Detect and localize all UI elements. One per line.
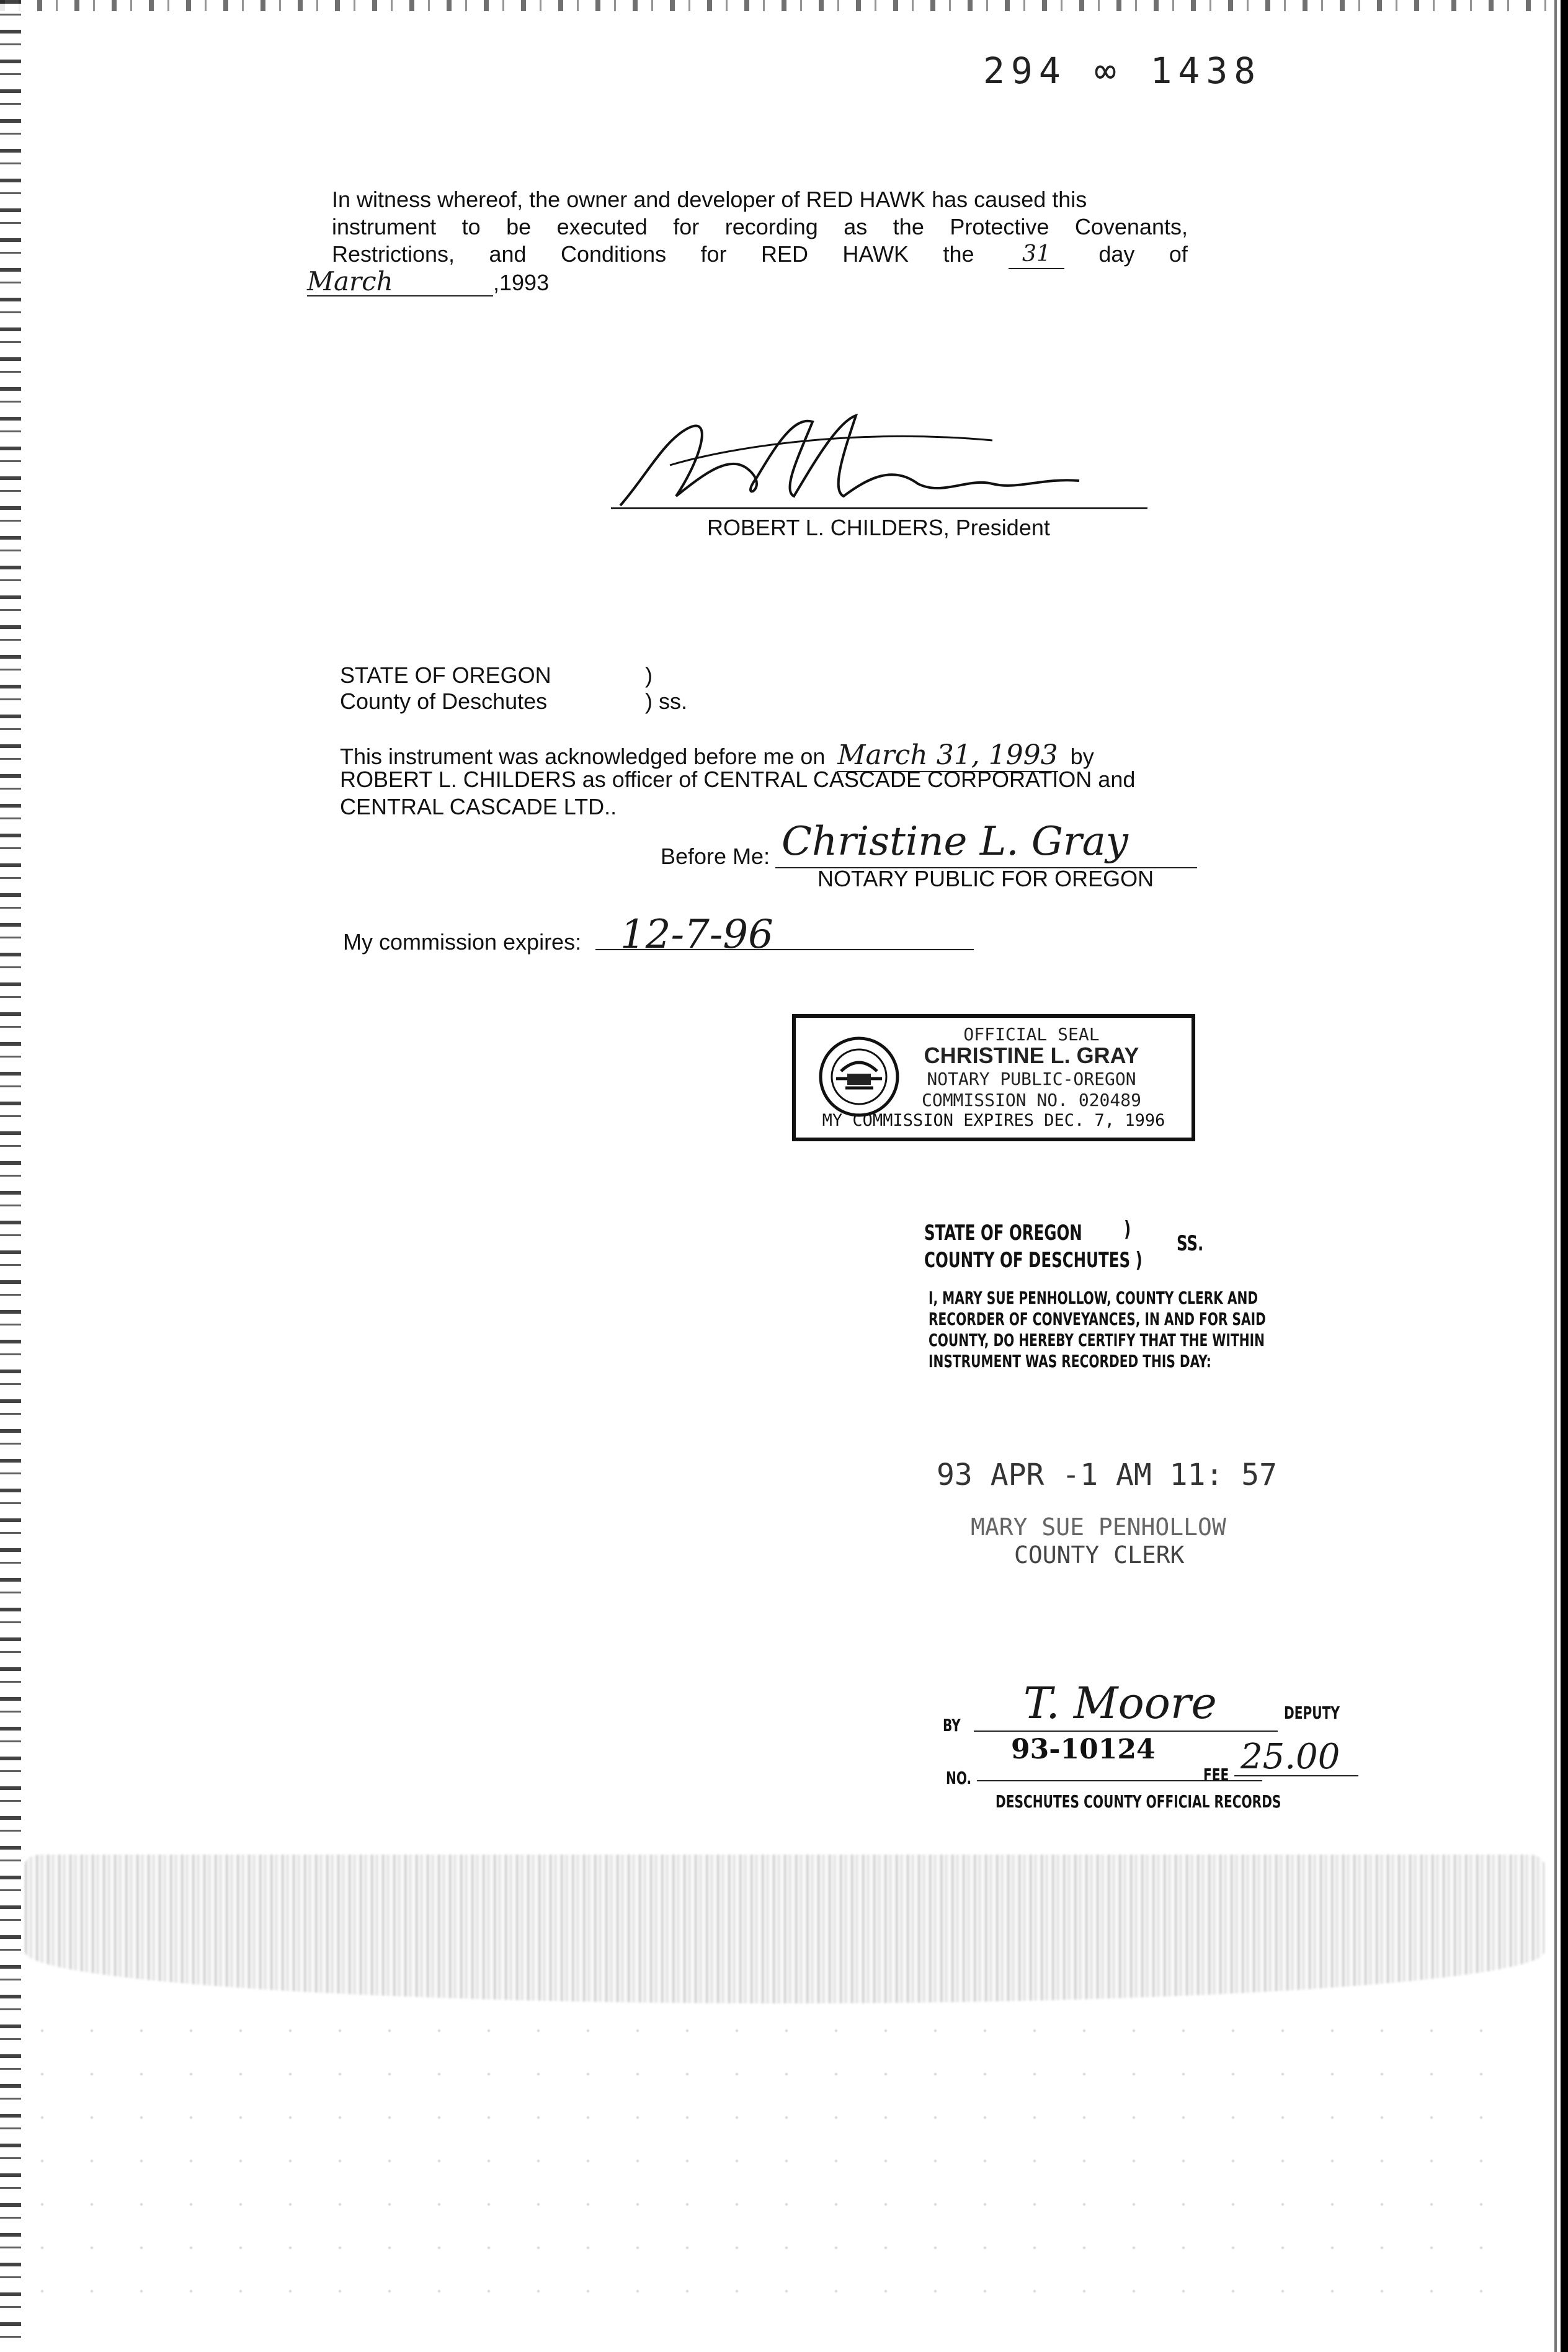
word: RED <box>760 241 808 267</box>
records-footer: DESCHUTES COUNTY OFFICIAL RECORDS <box>996 1791 1281 1812</box>
scan-edge-top <box>0 0 1568 11</box>
fee-label: FEE <box>1203 1765 1229 1785</box>
scan-edge-left <box>0 0 21 2352</box>
word: Covenants, <box>1074 214 1188 239</box>
ack-line-3: CENTRAL CASCADE LTD.. <box>340 794 617 819</box>
official-seal-stamp <box>792 1014 1195 1141</box>
cert-line: I, MARY SUE PENHOLLOW, COUNTY CLERK AND <box>929 1288 1258 1308</box>
witness-line-1: In witness whereof, the owner and developer of RED HAWK has caused this <box>332 187 1087 212</box>
word: the <box>893 214 924 239</box>
no-label: NO. <box>946 1768 972 1788</box>
seal-line-5: MY COMMISSION EXPIRES DEC. 7, 1996 <box>822 1111 1165 1130</box>
cert-line: RECORDER OF CONVEYANCES, IN AND FOR SAID <box>929 1309 1266 1329</box>
ack-text: This instrument was acknowledged before me on <box>340 744 826 769</box>
by-label: BY <box>943 1715 961 1735</box>
year-text: ,1993 <box>493 270 550 295</box>
word: executed <box>556 214 648 239</box>
notary-signature: Christine L. Gray <box>782 819 1128 865</box>
word: as <box>844 214 868 239</box>
recording-ss: SS. <box>1177 1231 1204 1256</box>
word: day <box>1098 241 1135 267</box>
ack-by: by <box>1070 744 1094 769</box>
witness-line-4 <box>307 268 549 296</box>
scan-edge-right-inner <box>1554 0 1557 2352</box>
word: and <box>489 241 527 267</box>
signatory-name-title: ROBERT L. CHILDERS, President <box>707 515 1050 540</box>
clerk-title: COUNTY CLERK <box>1014 1541 1185 1569</box>
seal-line-1: OFFICIAL SEAL <box>963 1024 1100 1045</box>
word: Restrictions, <box>332 241 455 267</box>
witness-line-2 <box>332 213 1188 241</box>
recording-paren: ) <box>1124 1217 1131 1242</box>
seal-line-3: NOTARY PUBLIC-OREGON <box>927 1069 1136 1089</box>
word: for <box>673 214 700 239</box>
recording-timestamp: 93 APR -1 AM 11: 57 <box>937 1458 1278 1492</box>
word: recording <box>724 214 818 239</box>
word: HAWK <box>842 241 909 267</box>
notary-title: NOTARY PUBLIC FOR OREGON <box>817 866 1154 891</box>
president-signature-line <box>611 507 1147 509</box>
word: for <box>700 241 727 267</box>
ack-date-handwritten: March 31, 1993 <box>837 739 1058 771</box>
month-handwritten: March <box>307 268 493 296</box>
scan-smudge <box>25 1855 1544 2003</box>
venue-ss: ) ss. <box>645 688 687 714</box>
word: to <box>461 214 481 239</box>
cert-line: COUNTY, DO HEREBY CERTIFY THAT THE WITHIN <box>929 1330 1265 1350</box>
venue-state: STATE OF OREGON <box>340 662 551 688</box>
word: of <box>1169 241 1188 267</box>
word: Protective <box>950 214 1049 239</box>
president-signature-graphic <box>608 403 1154 515</box>
day-handwritten: 31 <box>1009 241 1064 269</box>
word: Conditions <box>560 241 667 267</box>
commission-label: My commission expires: <box>343 929 582 955</box>
recording-certification <box>929 1288 1363 1372</box>
scan-edge-right <box>1561 0 1568 2352</box>
commission-line <box>595 949 974 950</box>
deputy-label: DEPUTY <box>1284 1703 1340 1723</box>
word: be <box>506 214 532 239</box>
cert-line: INSTRUMENT WAS RECORDED THIS DAY: <box>929 1351 1211 1371</box>
recording-state: STATE OF OREGON <box>924 1221 1082 1245</box>
word: instrument <box>332 214 437 239</box>
clerk-name: MARY SUE PENHOLLOW <box>971 1513 1226 1541</box>
ack-line-2: ROBERT L. CHILDERS as officer of CENTRAL CASCADE CORPORATION and <box>340 767 1136 792</box>
document-number: 93-10124 <box>1011 1734 1156 1765</box>
venue-county: County of Deschutes <box>340 688 548 714</box>
seal-line-2: CHRISTINE L. GRAY <box>924 1043 1139 1068</box>
page-number: 294 ∞ 1438 <box>983 50 1262 92</box>
venue-paren: ) <box>645 662 653 688</box>
before-me-label: Before Me: <box>661 844 770 869</box>
commission-date-handwritten: 12-7-96 <box>620 912 773 958</box>
scan-specks <box>37 2022 1526 2332</box>
deputy-signature: T. Moore <box>1023 1678 1217 1729</box>
recording-county: COUNTY OF DESCHUTES ) <box>924 1248 1143 1273</box>
witness-line-3 <box>332 241 1188 269</box>
seal-line-4: COMMISSION NO. 020489 <box>921 1090 1141 1110</box>
word: the <box>943 241 974 267</box>
fee-handwritten: 25.00 <box>1241 1737 1340 1777</box>
deputy-line <box>974 1731 1278 1732</box>
